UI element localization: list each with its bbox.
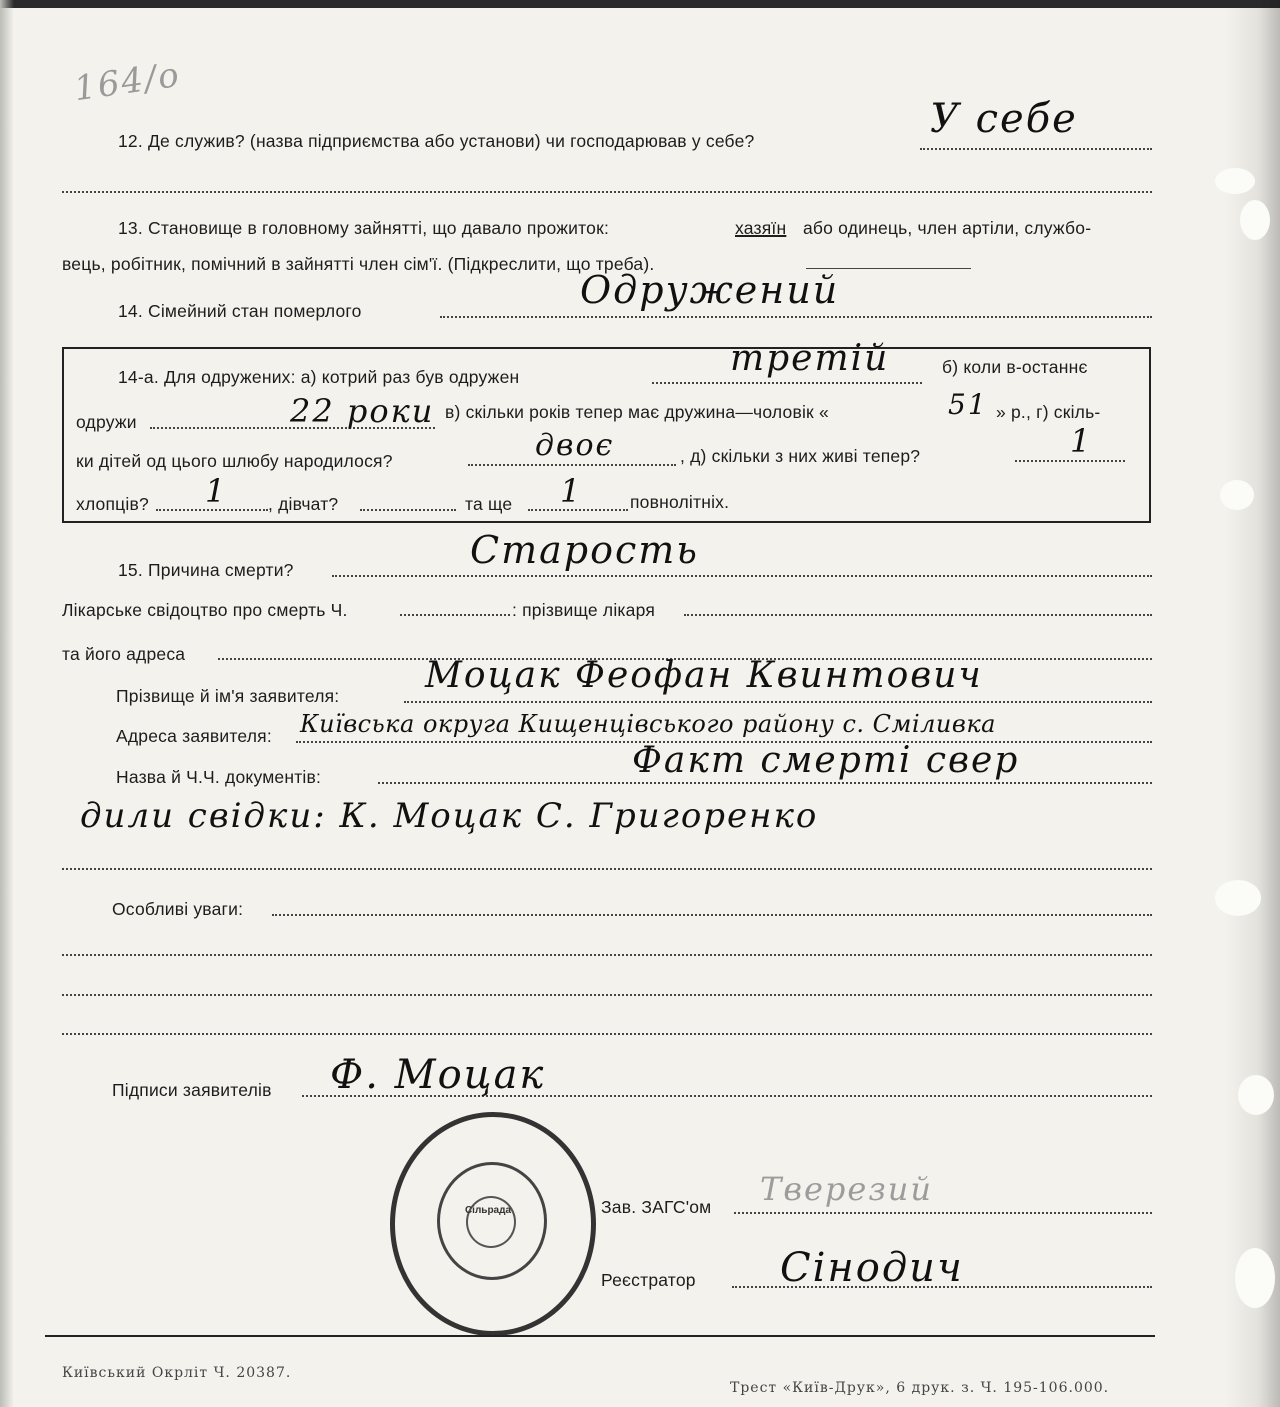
medical-cert-number-line [400,614,510,616]
q14-field-line [440,316,1152,318]
footer-left: Київський Окрліт Ч. 20387. [62,1365,292,1381]
scan-top-border [0,0,1280,8]
applicant-address: Київська округа Кищенцівського району с. Сміливка [300,710,996,738]
q14-answer: Одружений [580,268,840,312]
applicant-name: Моцак Феофан Квинтович [425,655,983,696]
applicant-address-label: Адреса заявителя: [116,726,272,746]
doctor-label: : прізвище лікаря [512,600,655,620]
zags-head-label: Зав. ЗАГС'ом [601,1197,712,1217]
doctor-address-label: та його адреса [62,644,186,664]
documents-extra-line [62,868,1152,870]
q15-answer: Старость [470,528,699,572]
registrar-label: Реєстратор [601,1270,696,1290]
q14a-line4-girls: , дівчат? [268,494,339,514]
q14a-line3-b: , д) скільки з них живі тепер? [680,446,921,466]
q14a-line4-boys: хлопців? [76,494,149,514]
documents-text-2: дили свідки: К. Моцак С. Григоренко [80,796,819,836]
q12-field-line [920,148,1152,150]
documents-line [378,782,1152,784]
special-notes-line-4 [62,1033,1152,1035]
q14a-line3-a: ки дітей од цього шлюбу народилося? [76,451,393,471]
scan-left-edge [0,0,14,1407]
zags-head-line [734,1212,1152,1214]
paper-tear [1235,1248,1275,1308]
special-notes-line-2 [62,954,1152,956]
applicant-signature-label: Підписи заявителів [112,1080,272,1100]
special-notes-line-1 [272,914,1152,916]
q14a-answer-children: двоє [535,428,615,463]
q14a-answer-alive: 1 [1070,422,1093,460]
q14a-line2-b: в) скільки років тепер має дружина—чоловік « [445,402,829,422]
paper-tear [1215,168,1255,194]
paper-tear [1238,1075,1274,1115]
q14a-line2-c: » р., г) скіль- [996,402,1101,422]
q13-underlined-option: хазяїн [735,218,787,238]
q14a-answer-more: 1 [560,472,583,510]
q15-label: 15. Причина смерти? [118,560,294,580]
zags-head-signature: Тверезий [760,1170,933,1208]
medical-cert-label: Лікарське свідоцтво про смерть Ч. [62,600,348,620]
q14a-line1-b: б) коли в-останнє [942,357,1088,377]
documents-label: Назва й Ч.Ч. документів: [116,767,322,787]
footer-right: Трест «Київ-Друк», 6 друк. з. Ч. 195-106.000. [730,1380,1110,1396]
registrar-signature: Сінодич [780,1245,964,1291]
q12-answer: У себе [930,96,1078,142]
archive-mark: 164/о [71,54,184,110]
q14a-answer-boys: 1 [205,472,228,510]
q13-line2: вець, робітник, помічний в зайнятті член сім'ї. (Підкреслити, що треба). [62,254,655,274]
q14a-children-line [468,464,676,466]
applicant-name-line [404,701,1152,703]
special-notes-label: Особливі уваги: [112,899,244,919]
q14a-girls-line [360,509,456,511]
q13-line1-prefix: 13. Становище в головному зайнятті, що давало прожиток: [118,218,610,238]
official-stamp-emblem [466,1196,516,1248]
paper-tear [1240,200,1270,240]
special-notes-line-3 [62,994,1152,996]
q14a-alive-line [1015,460,1125,462]
q14a-answer-a-line [652,382,922,384]
q14a-line2-a: одружи [76,412,137,432]
doctor-line [684,614,1152,616]
official-stamp-text: Сільрада [464,1205,512,1216]
q12-label: 12. Де служив? (назва підприємства або установи) чи господарював у себе? [118,131,755,151]
q14a-line1-a: 14-а. Для одружених: а) котрий раз був одружен [118,367,520,387]
q14a-answer-age: 51 [948,388,988,421]
applicant-name-label: Прізвище й ім'я заявителя: [116,686,340,706]
documents-text-1: Факт смерті свер [632,740,1020,781]
q15-field-line [332,575,1152,577]
q13-line1-suffix: або одинець, член артіли, службо- [803,218,1092,238]
q14a-line4-more: та ще [465,494,513,514]
q14a-line4-adult: повнолітніх. [630,492,730,512]
q14a-answer-a: третій [730,338,890,379]
paper-tear [1220,480,1254,510]
paper-tear [1215,880,1261,916]
applicant-signature: Ф. Моцак [330,1052,546,1098]
q12-extra-line [62,191,1152,193]
q14-label: 14. Сімейний стан померлого [118,301,362,321]
q14a-answer-b: 22 роки [290,392,435,430]
footer-rule [45,1335,1155,1337]
